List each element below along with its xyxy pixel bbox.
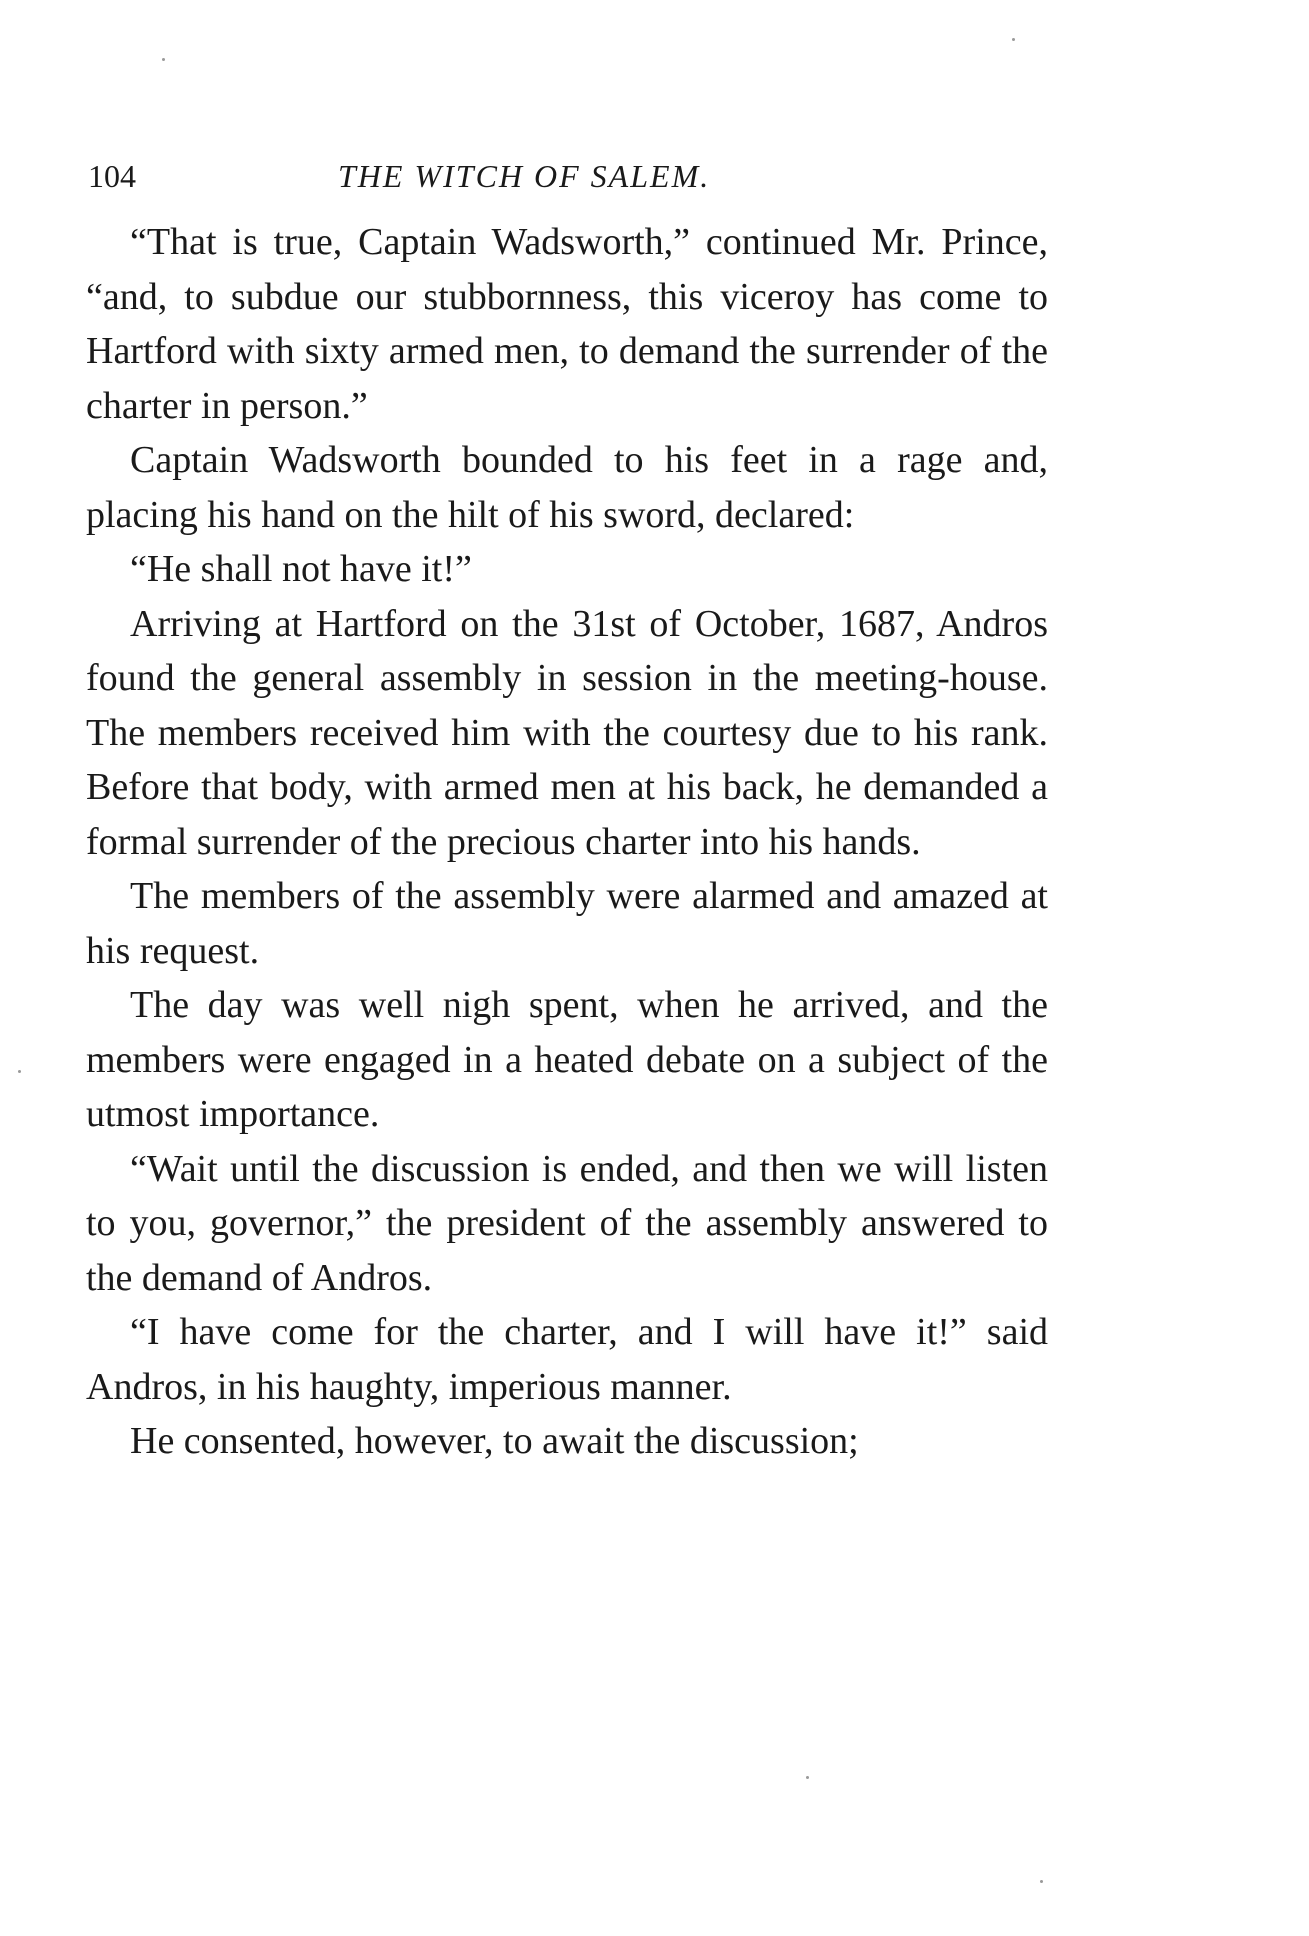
paragraph: He consented, however, to await the discussion;	[130, 1420, 859, 1462]
body-text	[86, 215, 1048, 1469]
paragraph: “He shall not have it!”	[130, 548, 472, 590]
paragraph: The day was well nigh spent, when he arrived, and the members were engaged in a heated debate on a subject of the utmost importance.	[86, 984, 1048, 1135]
running-header	[88, 158, 1048, 208]
paper-speck	[162, 58, 165, 61]
paper-speck	[806, 1776, 809, 1779]
running-title: THE WITCH OF SALEM.	[338, 158, 711, 194]
page-number: 104	[88, 158, 136, 194]
paragraph: Arriving at Hartford on the 31st of October, 1687, Andros found the general assembly in session in the meeting-house. The members received him with the courtesy due to his rank. Before that body, with armed men at his back, he demanded a formal surrender of the precious charter into his hands.	[86, 602, 1048, 863]
paper-speck	[1012, 38, 1015, 41]
paragraph: “Wait until the discussion is ended, and then we will listen to you, governor,” the president of the assembly answered to the demand of Andros.	[86, 1147, 1048, 1299]
paragraph: The members of the assembly were alarmed and amazed at his request.	[86, 875, 1048, 972]
paragraph: “I have come for the charter, and I will have it!” said Andros, in his haughty, imperious manner.	[86, 1311, 1048, 1408]
paragraph: Captain Wadsworth bounded to his feet in a rage and, placing his hand on the hilt of his sword, declared:	[86, 439, 1048, 536]
paragraph: “That is true, Captain Wadsworth,” continued Mr. Prince, “and, to subdue our stubbornness, this viceroy has come to Hartford with sixty armed men, to demand the surrender of the charter in person.”	[86, 221, 1048, 427]
paper-speck	[1040, 1880, 1043, 1883]
paper-speck	[18, 1070, 21, 1073]
